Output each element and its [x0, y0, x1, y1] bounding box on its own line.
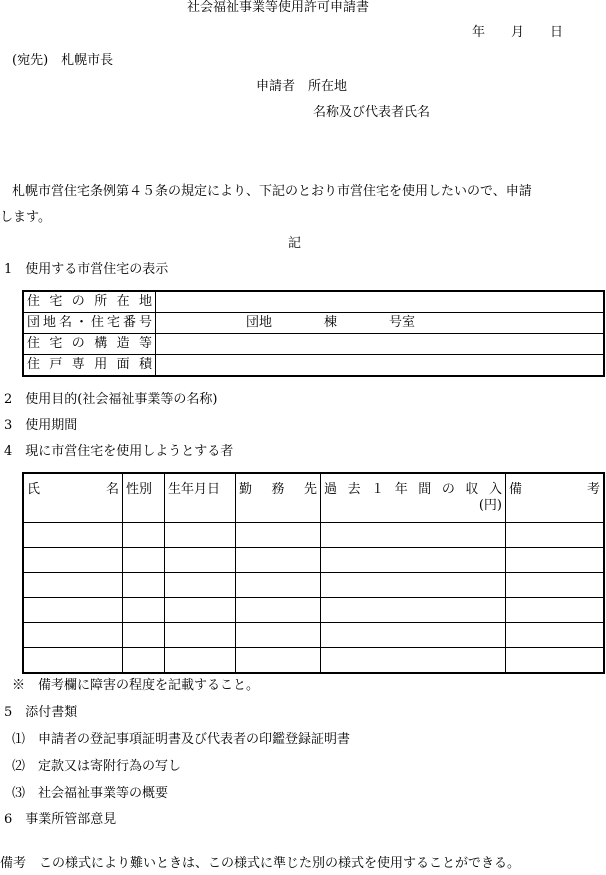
section-4-heading: 4 現に市営住宅を使用しようとする者 — [4, 444, 234, 459]
table-header-row — [23, 473, 604, 523]
attachment-3: ⑶ 社会福祉事業等の概要 — [12, 786, 169, 801]
table-row — [23, 648, 604, 674]
note-disability: ※ 備考欄に障害の程度を記載すること。 — [12, 678, 260, 693]
applicant-label: 申請者 所在地 — [256, 79, 348, 94]
attachment-2: ⑵ 定款又は寄附行為の写し — [12, 759, 182, 774]
header-sex: 性別 — [123, 473, 165, 523]
name-representative-label: 名称及び代表者氏名 — [313, 105, 431, 120]
table-row — [23, 573, 604, 598]
table-row — [23, 523, 604, 548]
table-row — [23, 355, 604, 377]
section-2-heading: 2 使用目的(社会福祉事業等の名称) — [4, 392, 218, 407]
value-complex-number[interactable]: 団地 棟 号室 — [156, 313, 605, 334]
header-income-unit: (円) — [478, 498, 502, 513]
remarks-footer: 備考 この様式により難いときは、この様式に準じた別の様式を使用することができる。 — [0, 856, 521, 871]
ki-heading: 記 — [288, 236, 302, 251]
header-income-cell — [321, 473, 506, 523]
table-row — [23, 313, 604, 334]
section-1-heading: 1 使用する市営住宅の表示 — [4, 262, 169, 277]
attachment-1: ⑴ 申請者の登記事項証明書及び代表者の印鑑登録証明書 — [12, 732, 351, 747]
label-location: 住宅の所在地 — [23, 291, 156, 313]
addressee: (宛先) 札幌市長 — [12, 53, 114, 68]
value-location[interactable] — [156, 291, 605, 313]
housing-info-table — [22, 290, 605, 377]
header-birthdate: 生年月日 — [165, 473, 236, 523]
date-line: 年 月 日 — [472, 25, 564, 40]
label-complex-number: 団地名・住宅番号 — [23, 313, 156, 334]
header-name: 氏名 — [23, 473, 123, 523]
body-line-1: 札幌市営住宅条例第４５条の規定により、下記のとおり市営住宅を使用したいので、申請 — [12, 184, 532, 199]
table-row — [23, 334, 604, 355]
table-row — [23, 598, 604, 623]
header-workplace: 勤務先 — [236, 473, 321, 523]
section-3-heading: 3 使用期間 — [4, 418, 78, 433]
section-5-heading: 5 添付書類 — [4, 705, 78, 720]
header-remarks: 備考 — [506, 473, 605, 523]
table-row — [23, 291, 604, 313]
body-line-2: します。 — [0, 210, 51, 225]
value-floor-area[interactable] — [156, 355, 605, 377]
section-6-heading: 6 事業所管部意見 — [4, 812, 117, 827]
occupant-table — [22, 472, 605, 674]
value-structure[interactable] — [156, 334, 605, 355]
table-row — [23, 548, 604, 573]
label-structure: 住宅の構造等 — [23, 334, 156, 355]
label-floor-area: 住戸専用面積 — [23, 355, 156, 377]
form-title: 社会福祉事業等使用許可申請書 — [187, 0, 370, 15]
table-row — [23, 623, 604, 648]
header-income: 過去１年間の収入 — [324, 482, 502, 497]
